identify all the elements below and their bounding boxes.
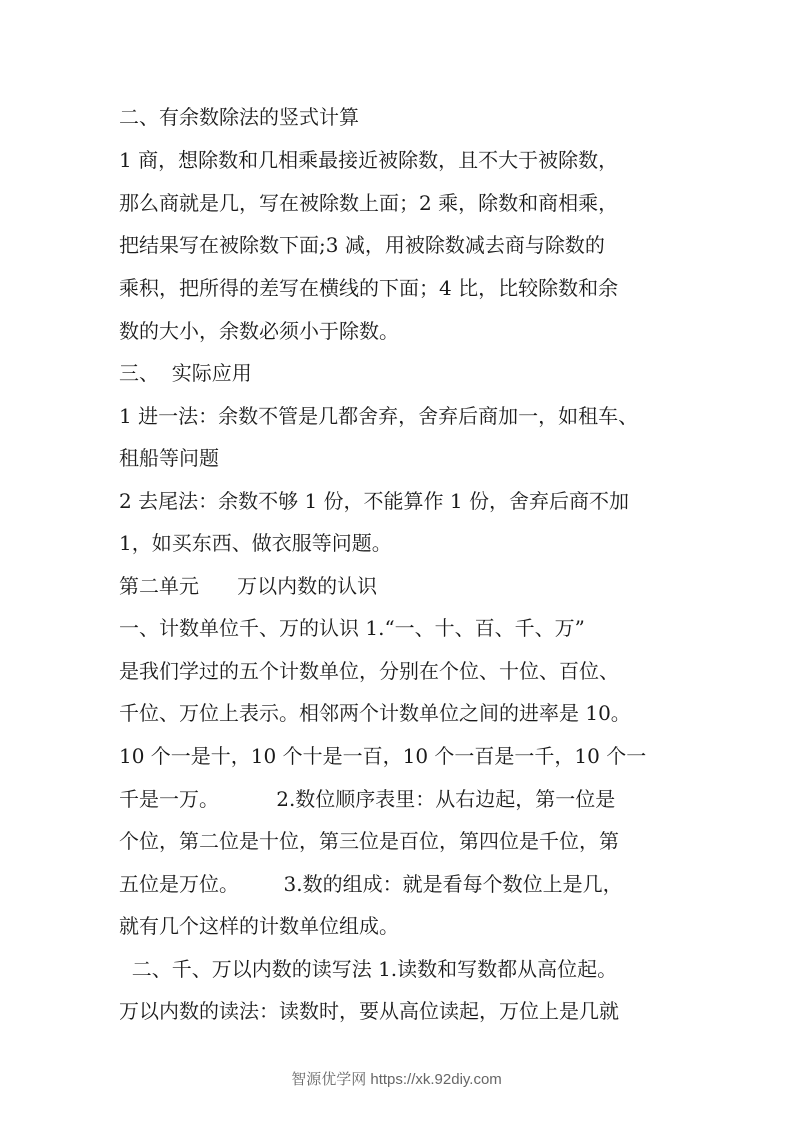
text-line: 租船等问题 [119,446,219,470]
section-heading: 三、 实际应用 [119,361,252,385]
text-line: 10 个一是十，10 个十是一百，10 个一百是一千，10 个一 [119,744,647,768]
text-line: 1 商，想除数和几相乘最接近被除数，且不大于被除数， [119,148,619,172]
text-line: 1 进一法：余数不管是几都舍弃，舍弃后商加一，如租车、 [119,404,639,428]
text-line: 千是一万。 2.数位顺序表里：从右边起，第一位是 [119,787,616,811]
text-line: 就有几个这样的计数单位组成。 [119,914,399,938]
text-line: 数的大小，余数必须小于除数。 [119,319,399,343]
text-line: 1，如买东西、做衣服等问题。 [119,531,392,555]
text-line: 一、计数单位千、万的认识 1.“一、十、百、千、万” [119,616,585,640]
text-line: 个位，第二位是十位，第三位是百位，第四位是千位，第 [119,829,619,853]
text-line: 千位、万位上表示。相邻两个计数单位之间的进率是 10。 [119,701,631,725]
text-line: 万以内数的读法：读数时，要从高位读起，万位上是几就 [119,999,619,1023]
text-line: 五位是万位。 3.数的组成：就是看每个数位上是几， [119,872,623,896]
text-line: 乘积，把所得的差写在横线的下面；4 比，比较除数和余 [119,276,619,300]
footer-watermark: 智源优学网 https://xk.92diy.com [291,1071,502,1088]
text-line: 2 去尾法：余数不够 1 份，不能算作 1 份，舍弃后商不加 [119,489,629,513]
text-line: 是我们学过的五个计数单位，分别在个位、十位、百位、 [119,659,619,683]
text-line: 那么商就是几，写在被除数上面；2 乘，除数和商相乘， [119,191,619,215]
text-line: 二、有余数除法的竖式计算 [119,105,359,129]
unit-heading: 第二单元 万以内数的认识 [119,574,378,598]
text-line: 二、千、万以内数的读写法 1.读数和写数都从高位起。 [119,957,618,981]
text-line: 把结果写在被除数下面;3 减，用被除数减去商与除数的 [119,233,605,257]
